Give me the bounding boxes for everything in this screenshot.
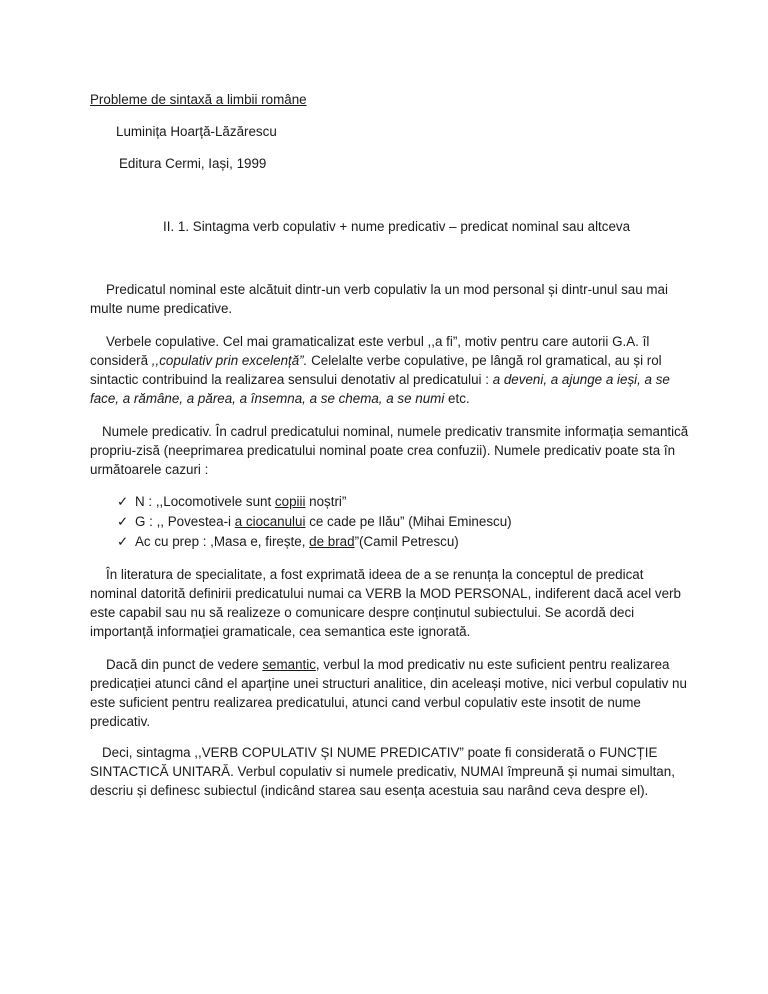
paragraph-text: Predicatul nominal este alcătuit dintr-un verb copulativ la un mod personal și dintr-unul sau mai multe nume predicative. [90,282,668,316]
paragraph-text: Dacă din punct de vedere [106,657,263,672]
paragraph-numele-predicativ [90,422,690,479]
paragraph-literatura [90,565,690,641]
section-title: II. 1. Sintagma verb copulativ + nume predicativ – predicat nominal sau altceva [163,219,631,234]
paragraph-concluzie [90,743,690,800]
paragraph-predicat-nominal [90,280,690,318]
list-item [117,492,512,512]
check-icon: ✓ [117,514,129,529]
author-name: Luminița Hoarță-Lăzărescu [116,124,277,139]
paragraph-lead: Verbele copulative. [106,334,220,349]
paragraph-text: În literatura de specialitate, a fost exprimată ideea de a se renunța la conceptul de predicat nominal datorită definirii predicatului numai ca VERB la MOD PERSONAL, indiferent dacă acel verb este capabil sau nu să realizeze o comunicare despre conținutul subiectului. Se acordă deci importanță informației gramaticale, cea semantica este ignorată. [90,567,681,639]
paragraph-text: Cel mai gramaticalizat este verbul ,,a fi”, motiv pentru care autorii G.A. îl consideră [90,334,650,368]
list-item-text: Ac cu prep : ,Masa e, firește, de brad”(Camil Petrescu) [135,534,459,549]
check-icon: ✓ [117,494,129,509]
paragraph-semantic [90,655,690,731]
paragraph-text: , verbul la mod predicativ nu este suficient pentru realizarea predicației atunci când el aparține unei structuri analitice, din aceleași motive, nici verbul copulativ nu este suficient pentru realizarea predicatului, atunci cand verbul copulativ este insotit de nume predicativ. [90,657,687,729]
list-item-text: N : ,,Locomotivele sunt copiii noștri” [135,494,347,509]
case-list [117,492,512,552]
italic-quote: ,,copulativ prin excelență”. [151,353,308,368]
paragraph-text: Deci, sintagma ,,VERB COPULATIV ȘI NUME PREDICATIV” poate fi considerată o FUNCȚIE SINTACTICĂ UNITARĂ. Verbul copulativ si numele predicativ, NUMAI împreună și numai simultan, descriu și definesc subiectul (indicând starea sau esența acestuia sau narând ceva despre el). [90,745,675,798]
paragraph-text: În cadrul predicatului nominal, numele predicativ transmite informația semantică propriu-zisă (neeprimarea predicatului nominal poate crea confuzii). Numele predicativ poate sta în următoarele cazuri : [90,424,689,477]
paragraph-lead: Numele predicativ. [102,424,212,439]
underlined-word: semantic [262,657,316,672]
publisher-info: Editura Cermi, Iași, 1999 [119,156,267,171]
paragraph-verbele-copulative [90,332,690,408]
paragraph-text: Celelalte verbe copulative, pe lângă rol gramatical, au și rol sintactic contribuind la realizarea sensului denotativ al predicatului : [90,353,662,387]
list-item [117,512,512,532]
list-item [117,532,512,552]
italic-verb-list: a deveni, a ajunge a ieși, a se face, a rămâne, a părea, a însemna, a se chema, a se numi [90,372,670,406]
list-item-text: G : ,, Povestea-i a ciocanului ce cade pe Ilău” (Mihai Eminescu) [135,514,512,529]
check-icon: ✓ [117,534,129,549]
paragraph-text: etc. [444,391,470,406]
book-title: Probleme de sintaxă a limbii române [90,92,307,107]
